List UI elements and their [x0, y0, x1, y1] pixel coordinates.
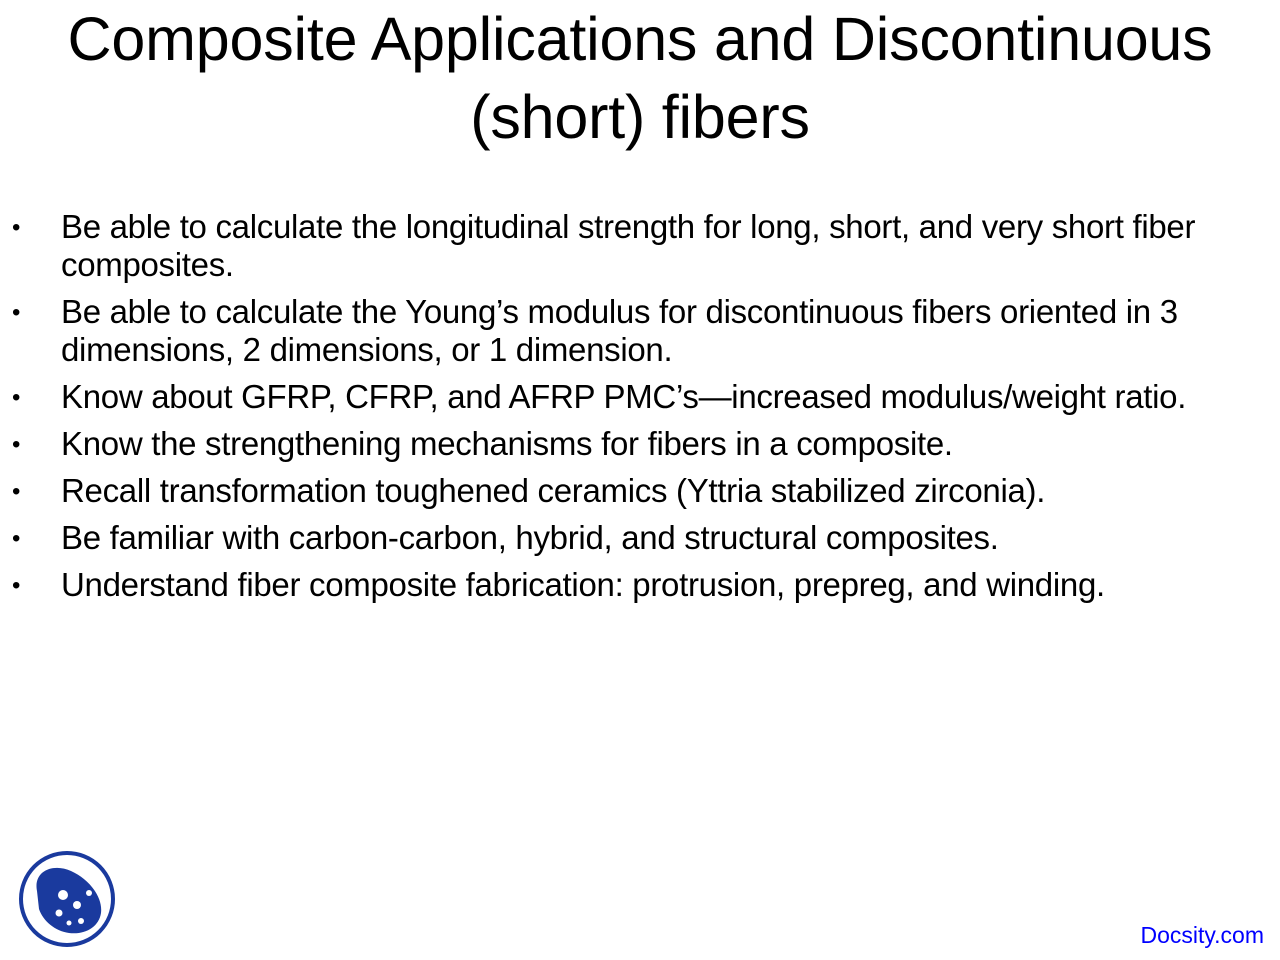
- bullet-icon: •: [12, 431, 21, 458]
- slide-title-line-1: Composite Applications and Discontinuous: [67, 5, 1213, 73]
- bullet-icon: •: [12, 384, 21, 411]
- bullet-icon: •: [12, 299, 21, 326]
- bullet-item: [0, 472, 1280, 510]
- bullet-item: [0, 208, 1280, 284]
- bullet-item: [0, 566, 1280, 604]
- bullet-text: Be familiar with carbon-carbon, hybrid, and structural composites.: [61, 519, 999, 556]
- bullet-text: Know the strengthening mechanisms for fibers in a composite.: [61, 425, 953, 462]
- slide-title: [0, 0, 1280, 156]
- bullet-icon: •: [12, 478, 21, 505]
- bullet-text: Recall transformation toughened ceramics (Yttria stabilized zirconia).: [61, 472, 1046, 509]
- bullet-item: [0, 425, 1280, 463]
- bullet-text: Understand fiber composite fabrication: protrusion, prepreg, and winding.: [61, 566, 1105, 603]
- bullet-item: [0, 378, 1280, 416]
- bullet-text: Be able to calculate the Young’s modulus for discontinuous fibers oriented in 3 dimensions, 2 dimensions, or 1 dimension.: [61, 293, 1178, 368]
- bullet-icon: •: [12, 214, 21, 241]
- bullet-icon: •: [12, 525, 21, 552]
- docsity-logo-icon[interactable]: [19, 851, 115, 947]
- slide-title-line-2: (short) fibers: [470, 83, 810, 151]
- bullet-icon: •: [12, 572, 21, 599]
- bullet-item: [0, 519, 1280, 557]
- bullet-text: Be able to calculate the longitudinal strength for long, short, and very short fiber composites.: [61, 208, 1196, 283]
- docsity-link[interactable]: Docsity.com: [1140, 922, 1264, 948]
- bullet-item: [0, 293, 1280, 369]
- bullet-text: Know about GFRP, CFRP, and AFRP PMC’s—increased modulus/weight ratio.: [61, 378, 1187, 415]
- bullet-list: [0, 208, 1280, 613]
